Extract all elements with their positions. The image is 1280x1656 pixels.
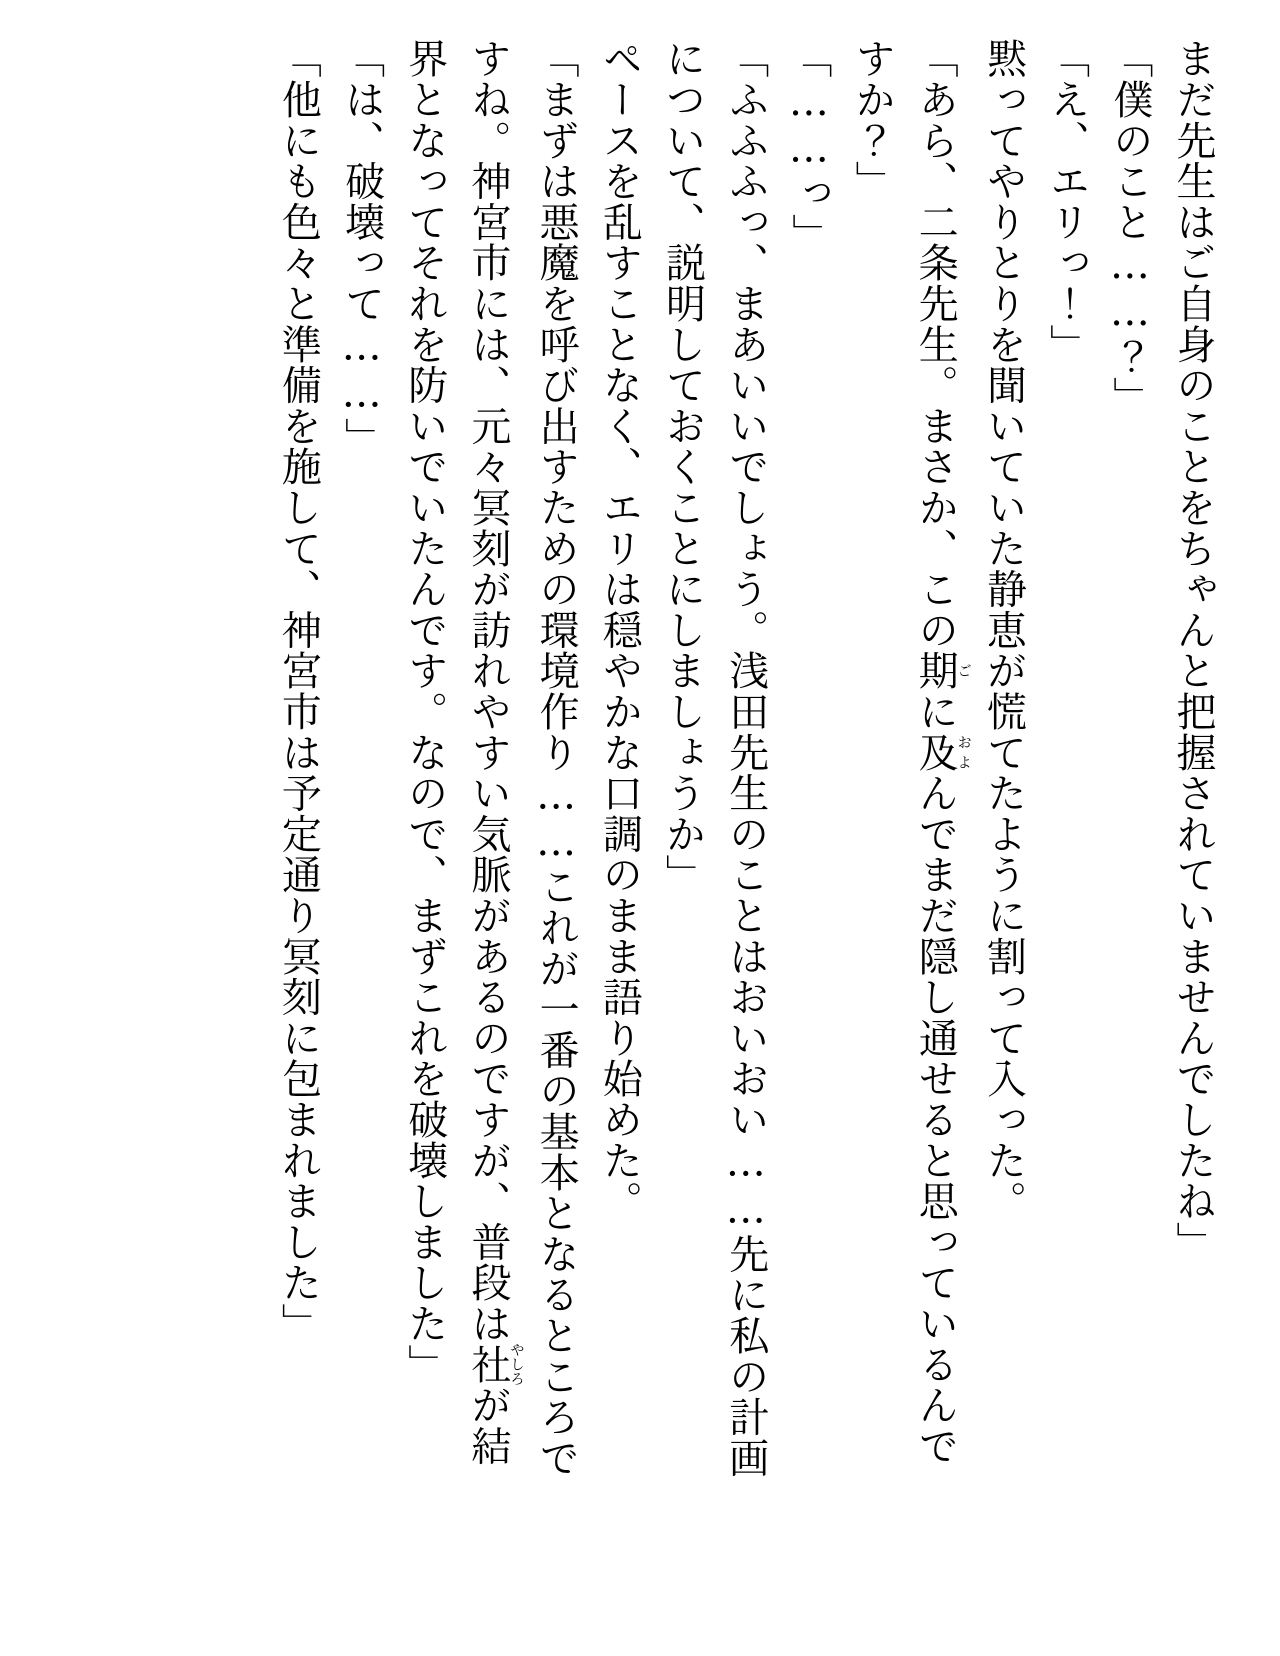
text-line: すか？」 <box>849 38 896 202</box>
ruby-yashiro <box>464 1342 524 1386</box>
text-line: 「他にも色々と準備を施して、神宮市は予定通り冥刻に包まれました」 <box>275 38 322 1344</box>
text-line-with-ruby <box>456 38 524 1622</box>
ruby-reading: ご <box>955 650 972 691</box>
text-line: 「まずは悪魔を呼び出すための環境作り……これが一番の基本となるところで <box>533 38 580 1478</box>
text-segment: んでまだ隠し通せると思っているんで <box>912 772 959 1467</box>
text-segment: すね。神宮市には、元々冥刻が訪れやすい気脈があるのですが、普段は <box>464 38 511 1344</box>
text-line: ペースを乱すことなく、エリは穏やかな口調のまま語り始めた。 <box>596 38 643 1222</box>
text-line: 黙ってやりとりを聞いていた静恵が慌てたように割って入った。 <box>980 38 1027 1222</box>
text-line: 「僕のこと……？」 <box>1106 38 1153 418</box>
text-segment: 「あら、二条先生。まさか、この <box>912 38 959 650</box>
text-line: 「は、破壊って……」 <box>338 38 385 458</box>
ruby-reading: およ <box>955 731 972 773</box>
text-line: 「……っ」 <box>785 38 832 254</box>
ruby-base: 及 <box>912 731 959 773</box>
text-line: 「ふふふっ、まあいいでしょう。浅田先生のことはおいおい……先に私の計画 <box>722 38 769 1478</box>
ruby-oyo <box>912 731 972 773</box>
text-line: について、説明しておくことにしましょうか」 <box>659 38 706 895</box>
ruby-base: 期 <box>912 650 959 691</box>
text-line: 界となってそれを防いでいたんです。なので、まずこれを破壊しました」 <box>401 38 448 1385</box>
text-line: まだ先生はご自身のことをちゃんと把握されていませんでしたね」 <box>1170 38 1216 1262</box>
ruby-ki <box>912 650 972 691</box>
ruby-reading: やしろ <box>507 1342 524 1386</box>
text-line-with-ruby <box>903 38 971 1622</box>
text-segment: が結 <box>464 1384 511 1467</box>
text-segment: に <box>912 690 959 732</box>
vertical-text-body <box>56 38 1224 1622</box>
ruby-base: 社 <box>464 1342 511 1386</box>
text-line: 「え、エリっ！」 <box>1043 38 1090 365</box>
